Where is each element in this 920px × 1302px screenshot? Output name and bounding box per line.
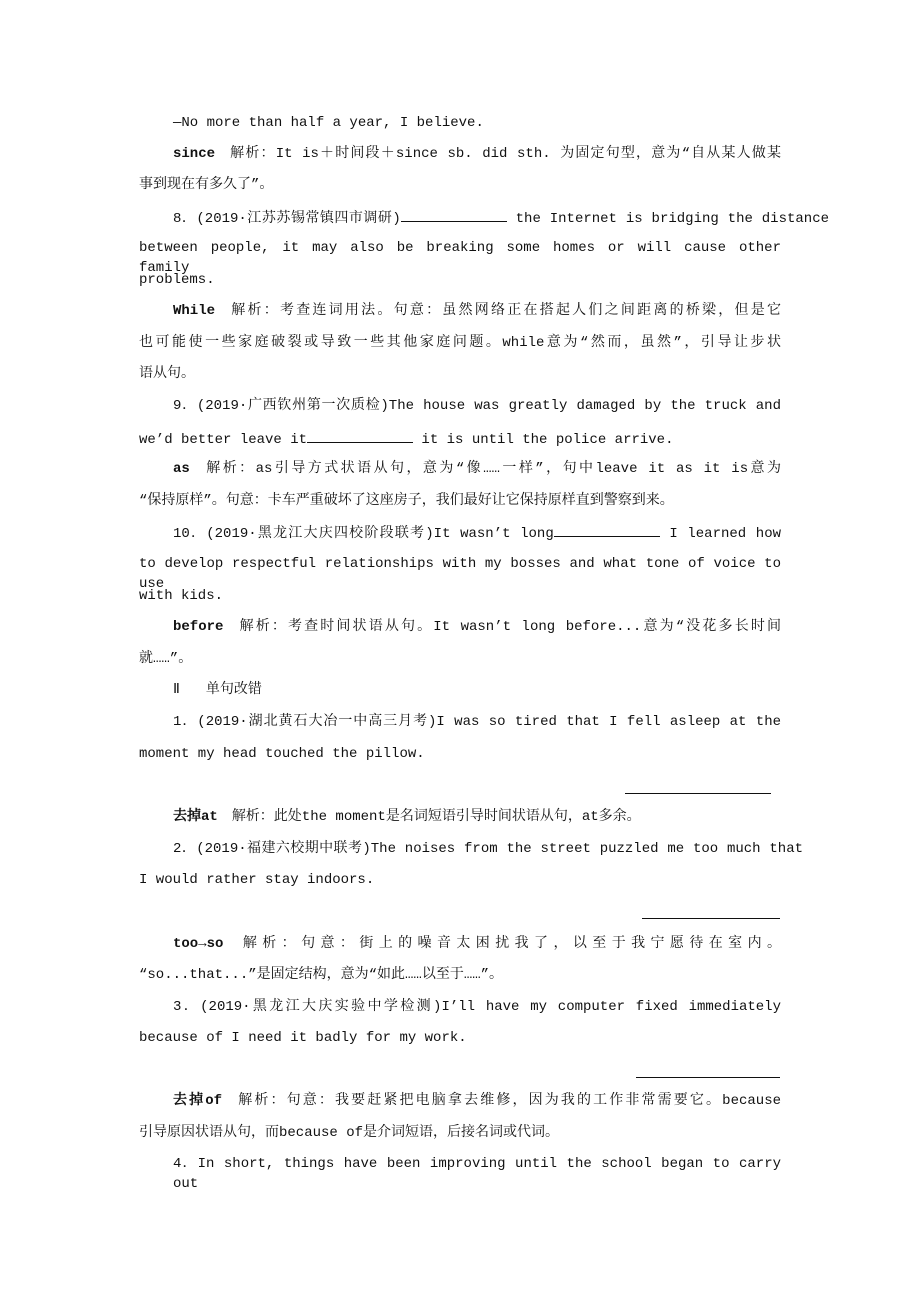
explanation: 解析：考查时间状语从句。It wasn’t long before...意为“没花多长时间 (237, 619, 781, 635)
answer-explanation (173, 617, 781, 637)
correction-question-4: 4．In short, things have been improving until the school began to carry out (173, 1156, 781, 1192)
explanation-cont: 事到现在有多久了”。 (139, 177, 274, 193)
question-10 (173, 522, 781, 542)
question-text: the Internet is bridging the distance (506, 211, 829, 227)
answer: before (173, 619, 224, 635)
answer-explanation (173, 934, 781, 954)
question-text: to develop respectful relationships with my bosses and what tone of voice to use (139, 556, 781, 592)
answer-explanation (173, 807, 641, 827)
question-8 (173, 207, 829, 227)
question-text-part: it is until the police arrive. (413, 432, 674, 448)
question-source: 8．(2019·江苏苏锡常镇四市调研) (173, 211, 401, 227)
explanation: 解析：考查连词用法。句意：虽然网络正在搭起人们之间距离的桥梁，但是它 (229, 303, 781, 319)
explanation-cont: 引导原因状语从句，而because of是介词短语，后接名词或代词。 (139, 1125, 560, 1141)
question-text: problems. (139, 272, 215, 288)
explanation-cont: “保持原样”。句意：卡车严重破坏了这座房子，我们最好让它保持原样直到警察到来。 (139, 493, 674, 509)
question-text (139, 428, 673, 448)
correction-question-3: 3．(2019·黑龙江大庆实验中学检测)I’ll have my computer fixed immediately (173, 999, 781, 1015)
answer-line (642, 918, 780, 919)
correction-question-2: 2．(2019·福建六校期中联考)The noises from the street puzzled me too much that (173, 841, 803, 857)
answer-explanation (173, 459, 781, 479)
answer-explanation (173, 1091, 781, 1111)
answer-explanation (173, 144, 781, 164)
question-text: with kids. (139, 588, 224, 604)
dialogue-line: —No more than half a year, I believe. (173, 115, 484, 131)
question-text: between people, it may also be breaking some homes or will cause other family (139, 240, 781, 276)
answer: 去掉of (173, 1093, 223, 1109)
answer: 去掉at (173, 809, 218, 825)
explanation: 解析：as引导方式状语从句，意为“像……一样”，句中leave it as it is意为 (203, 461, 781, 477)
question-text-part: we’d better leave it (139, 432, 308, 448)
answer: While (173, 303, 216, 319)
answer-blank (401, 207, 507, 222)
answer-blank (554, 522, 660, 537)
answer-explanation (173, 301, 781, 321)
section-heading (173, 680, 262, 700)
answer: too→so (173, 936, 224, 952)
section-number: Ⅱ (173, 682, 180, 698)
explanation-cont: 也可能使一些家庭破裂或导致一些其他家庭问题。while意为“然而，虽然”，引导让步状 (139, 335, 781, 351)
explanation: 解析：句意：我要赶紧把电脑拿去维修，因为我的工作非常需要它。because (236, 1093, 781, 1109)
answer-line (625, 793, 771, 794)
question-text: moment my head touched the pillow. (139, 746, 425, 762)
answer-blank (307, 428, 413, 443)
explanation-cont: “so...that...”是固定结构，意为“如此……以至于……”。 (139, 967, 504, 983)
section-title: 单句改错 (205, 682, 262, 698)
question-text-part: I learned how (659, 526, 781, 542)
answer: as (173, 461, 190, 477)
question-text: I would rather stay indoors. (139, 872, 375, 888)
question-text: because of I need it badly for my work. (139, 1030, 467, 1046)
correction-question-1: 1．(2019·湖北黄石大冶一中高三月考)I was so tired that I fell asleep at the (173, 714, 781, 730)
explanation-cont: 语从句。 (139, 366, 195, 382)
explanation: 解析：句意：街上的噪音太困扰我了，以至于我宁愿待在室内。 (237, 936, 781, 952)
answer-line (636, 1077, 780, 1078)
explanation: 解析：It is＋时间段＋since sb. did sth. 为固定句型，意为“自从某人做某 (229, 146, 781, 162)
question-9: 9．(2019·广西钦州第一次质检)The house was greatly damaged by the truck and (173, 398, 781, 414)
explanation: 解析：此处the moment是名词短语引导时间状语从句，at多余。 (231, 809, 641, 825)
answer: since (173, 146, 216, 162)
question-text-part: 10．(2019·黑龙江大庆四校阶段联考)It wasn’t long (173, 526, 554, 542)
explanation-cont: 就……”。 (139, 651, 193, 667)
